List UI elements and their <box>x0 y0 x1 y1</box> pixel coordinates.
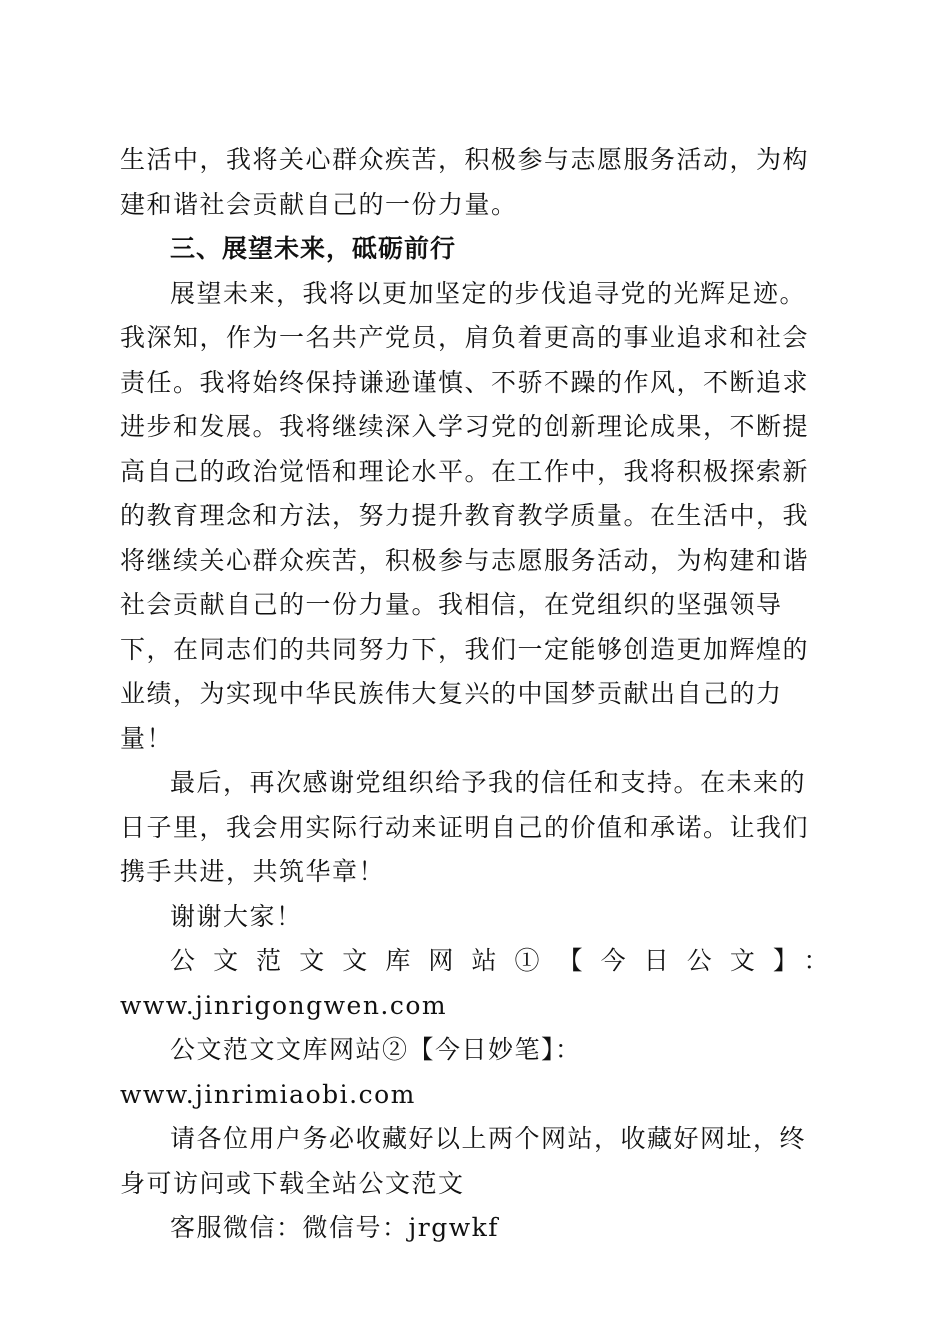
paragraph-closing: 最后，再次感谢党组织给予我的信任和支持。在未来的日子里，我会用实际行动来证明自己的价值和承诺。让我们携手共进，共筑华章！ <box>120 768 810 886</box>
site2-line: 公文范文文库网站②【今日妙笔】：www.jinrimiaobi.com <box>120 1035 582 1109</box>
thanks-line: 谢谢大家！ <box>170 901 303 931</box>
reminder-paragraph: 请各位用户务必收藏好以上两个网站，收藏好网址，终身可访问或下载全站公文范文 <box>120 1124 807 1198</box>
section-heading: 三、展望未来，砥砺前行 <box>170 234 457 263</box>
paragraph-continued: 生活中，我将关心群众疾苦，积极参与志愿服务活动，为构建和谐社会贡献自己的一份力量。 <box>120 145 810 219</box>
site1-label: 公文范文文库网站①【今日公文】： <box>170 946 830 975</box>
document-body <box>120 138 830 1251</box>
site1-url: www.jinrigongwen.com <box>120 990 448 1020</box>
paragraph-future: 展望未来，我将以更加坚定的步伐追寻党的光辉足迹。我深知，作为一名共产党员，肩负着更高的事业追求和社会责任。我将始终保持谦逊谨慎、不骄不躁的作风，不断追求进步和发展。我将继续深入学习党的创新理论成果，不断提高自己的政治觉悟和理论水平。在工作中，我将积极探索新的教育理念和方法，努力提升教育教学质量。在生活中，我将继续关心群众疾苦，积极参与志愿服务活动，为构建和谐社会贡献自己的一份力量。我相信，在党组织的坚强领导下，在同志们的共同努力下，我们一定能够创造更加辉煌的业绩，为实现中华民族伟大复兴的中国梦贡献出自己的力量！ <box>120 278 810 753</box>
service-contact: 客服微信：微信号：jrgwkf <box>170 1213 500 1242</box>
